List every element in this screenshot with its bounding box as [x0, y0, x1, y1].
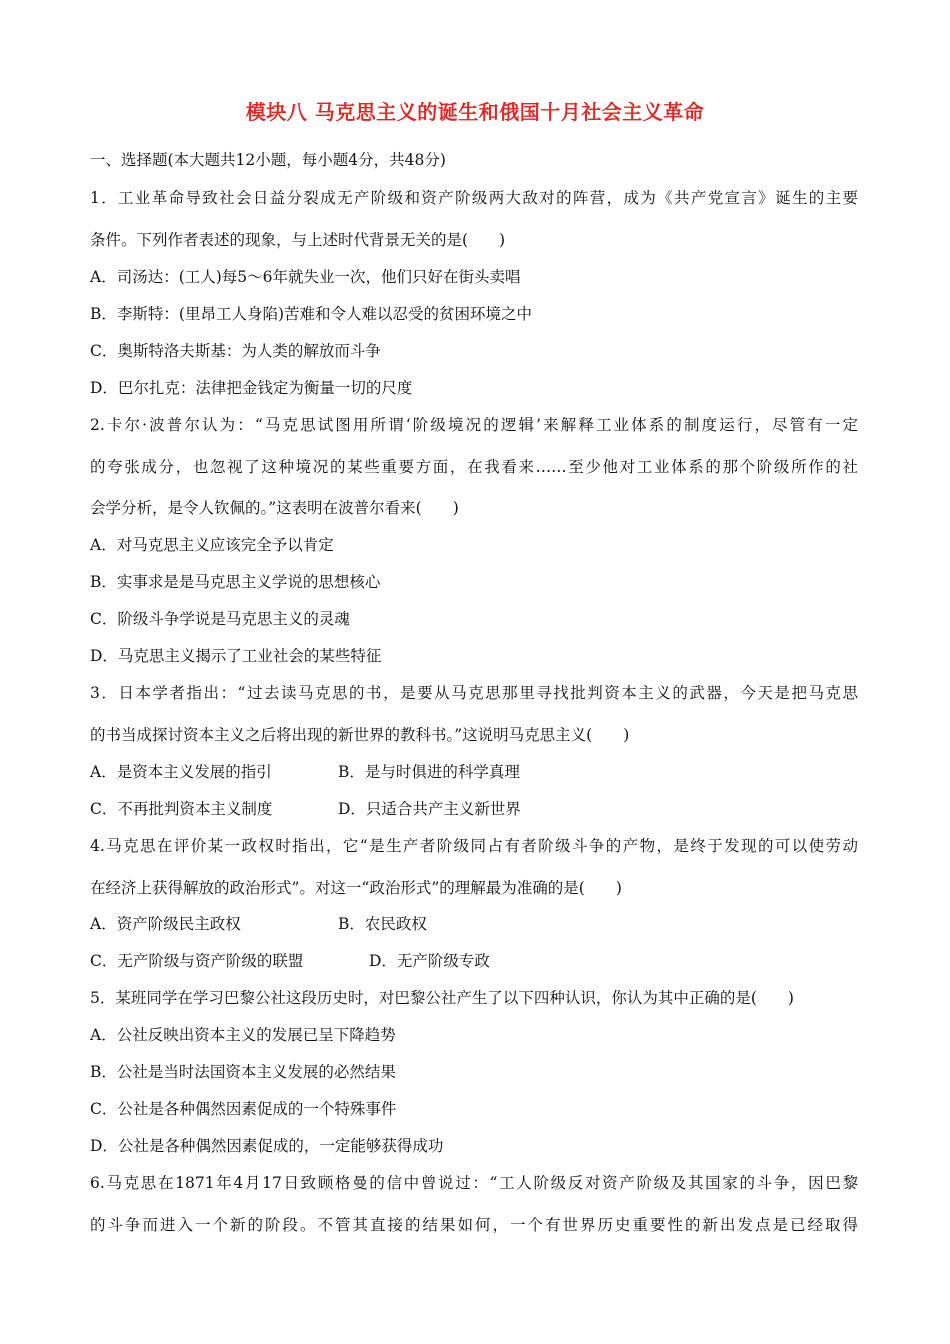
question-5-stem: 5．某班同学在学习巴黎公社这段历史时，对巴黎公社产生了以下四种认识，你认为其中正确的是( ): [90, 989, 794, 1007]
question-2-option-d: D．马克思主义揭示了工业社会的某些特征: [90, 647, 382, 665]
question-2-stem-line-2: 的夸张成分，也忽视了这种境况的某些重要方面，在我看来……至少他对工业体系的那个阶级所作的社: [90, 458, 858, 476]
question-6-stem-line-2: 的斗争而进入一个新的阶段。不管其直接的结果如何，一个有世界历史重要性的新出发点是已经取得: [90, 1216, 858, 1234]
question-1-stem-line-1: 1．工业革命导致社会日益分裂成无产阶级和资产阶级两大敌对的阵营，成为《共产党宣言》诞生的主要: [90, 189, 858, 207]
section-heading: 一、选择题(本大题共12小题，每小题4分，共48分): [90, 151, 446, 169]
question-4-option-a: A．资产阶级民主政权: [90, 915, 241, 933]
question-3-option-a: A．是资本主义发展的指引: [90, 763, 272, 781]
question-5-option-a: A．公社反映出资本主义的发展已呈下降趋势: [90, 1026, 396, 1044]
question-2-option-c: C．阶级斗争学说是马克思主义的灵魂: [90, 610, 350, 628]
question-1-option-d: D．巴尔扎克：法律把金钱定为衡量一切的尺度: [90, 379, 413, 397]
page-title: 模块八 马克思主义的诞生和俄国十月社会主义革命: [245, 100, 705, 124]
question-3-option-b: B．是与时俱进的科学真理: [338, 763, 520, 781]
question-4-stem-line-1: 4.马克思在评价某一政权时指出，它“是生产者阶级同占有者阶级斗争的产物，是终于发现的可以使劳动: [90, 837, 858, 855]
question-2-option-a: A．对马克思主义应该完全予以肯定: [90, 536, 334, 554]
question-1-stem-line-2: 条件。下列作者表述的现象，与上述时代背景无关的是( ): [90, 231, 506, 249]
question-4-option-c: C．无产阶级与资产阶级的联盟: [90, 952, 304, 970]
question-3-option-d: D．只适合共产主义新世界: [338, 800, 521, 818]
question-5-option-b: B．公社是当时法国资本主义发展的必然结果: [90, 1063, 396, 1081]
question-2-stem-line-3: 会学分析，是令人钦佩的。”这表明在波普尔看来( ): [90, 499, 459, 517]
question-1-option-b: B．李斯特：(里昂工人身陷)苦难和令人难以忍受的贫困环境之中: [90, 305, 532, 323]
question-5-option-c: C．公社是各种偶然因素促成的一个特殊事件: [90, 1100, 397, 1118]
question-5-option-d: D．公社是各种偶然因素促成的，一定能够获得成功: [90, 1137, 444, 1155]
question-2-stem-line-1: 2.卡尔·波普尔认为：“马克思试图用所谓‘阶级境况的逻辑’来解释工业体系的制度运行，尽管有一定: [90, 416, 858, 434]
question-3-stem-line-2: 的书当成探讨资本主义之后将出现的新世界的教科书。”这说明马克思主义( ): [90, 726, 630, 744]
question-4-option-d: D．无产阶级专政: [369, 952, 490, 970]
question-6-stem-line-1: 6.马克思在1871年4月17日致顾格曼的信中曾说过：“工人阶级反对资产阶级及其国家的斗争，因巴黎: [90, 1174, 858, 1192]
question-1-option-c: C．奥斯特洛夫斯基：为人类的解放而斗争: [90, 342, 381, 360]
question-3-stem-line-1: 3．日本学者指出：“过去读马克思的书，是要从马克思那里寻找批判资本主义的武器，今天是把马克思: [90, 684, 858, 702]
question-4-option-b: B．农民政权: [338, 915, 427, 933]
question-2-option-b: B．实事求是是马克思主义学说的思想核心: [90, 573, 381, 591]
question-1-option-a: A．司汤达：(工人)每5～6年就失业一次，他们只好在街头卖唱: [90, 268, 521, 286]
question-3-option-c: C．不再批判资本主义制度: [90, 800, 273, 818]
question-4-stem-line-2: 在经济上获得解放的政治形式”。对这一“政治形式”的理解最为准确的是( ): [90, 879, 622, 897]
